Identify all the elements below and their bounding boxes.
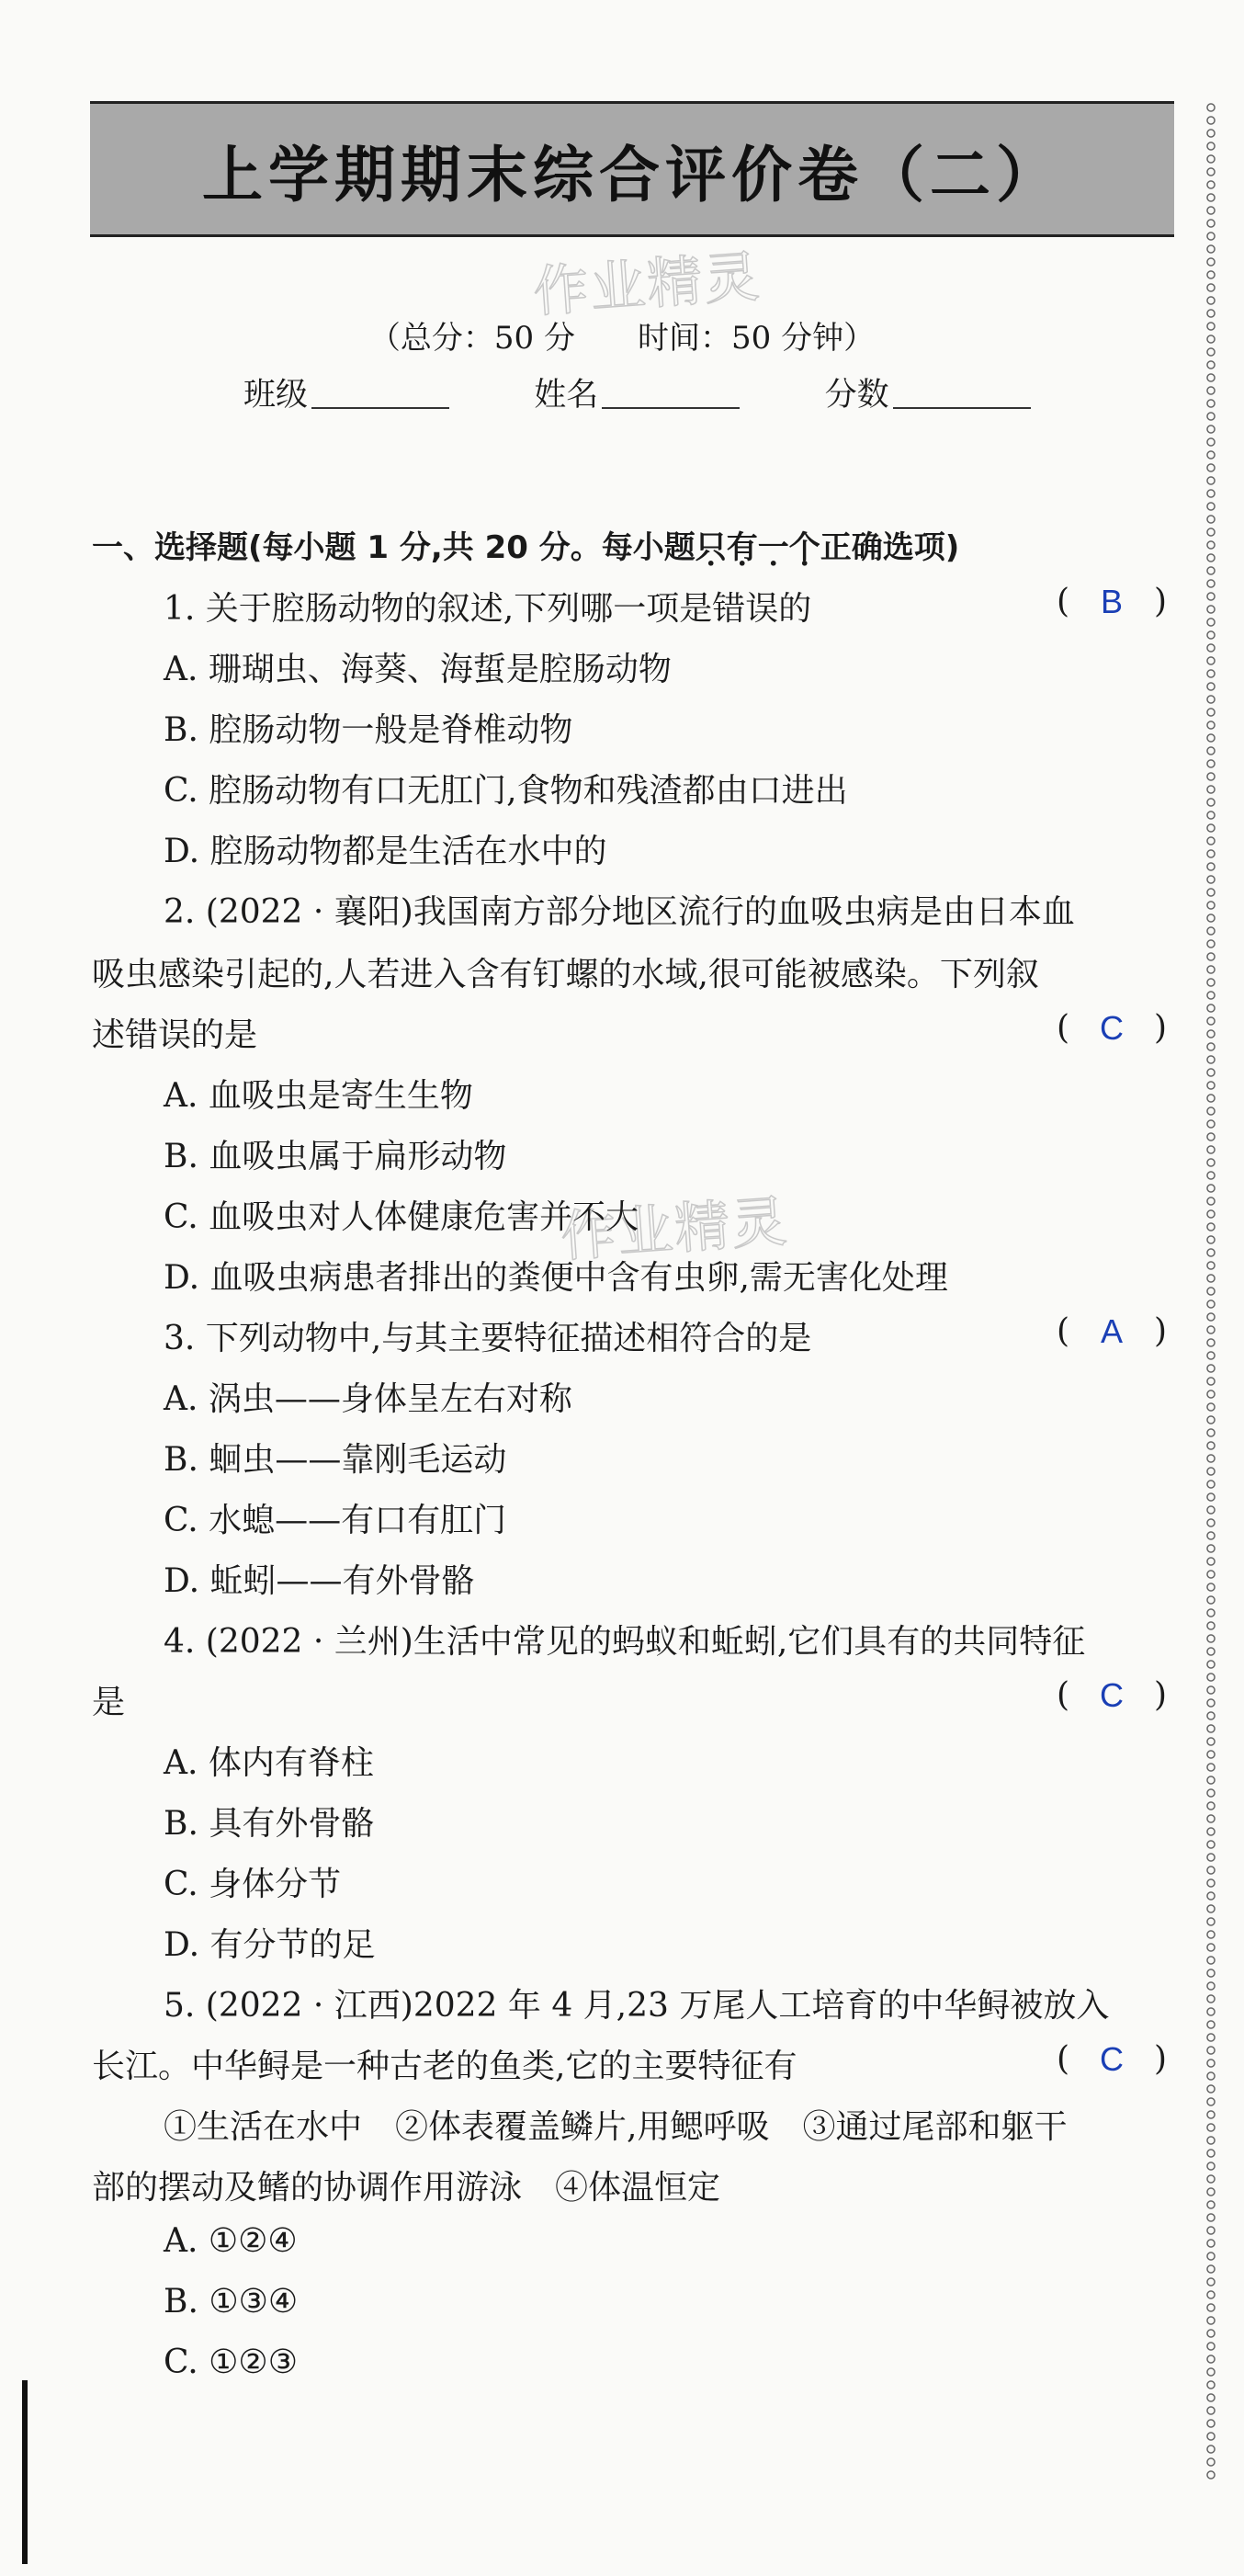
q5-option-b: B. ①③④ <box>164 2283 299 2321</box>
student-fields <box>243 369 1031 415</box>
section-heading-text: 一、选择题(每小题 1 分,共 20 分。每小题 <box>92 529 696 566</box>
q4-answer: C <box>1100 1676 1124 1714</box>
paren-close: ) <box>1153 583 1167 620</box>
q3-option-b: B. 蛔虫——靠刚毛运动 <box>164 1441 507 1479</box>
name-label: 姓名 <box>534 377 599 414</box>
paren-close: ) <box>1153 2040 1167 2078</box>
q5-stem-line2: 长江。中华鲟是一种古老的鱼类,它的主要特征有 <box>92 2048 797 2085</box>
binding-edge <box>22 2380 28 2564</box>
q4-option-c: C. 身体分节 <box>164 1866 342 1903</box>
q2-option-d: D. 血吸虫病患者排出的粪便中含有虫卵,需无害化处理 <box>164 1259 948 1297</box>
q5-answer-box <box>1057 2040 1167 2079</box>
paren-close: ) <box>1153 1676 1167 1714</box>
q5-option-c: C. ①②③ <box>164 2343 298 2381</box>
q1-answer: B <box>1100 583 1123 620</box>
q2-stem-line2: 吸虫感染引起的,人若进入含有钉螺的水域,很可能被感染。下列叙 <box>92 956 1039 993</box>
score-blank[interactable] <box>893 407 1031 409</box>
q1-option-a: A. 珊瑚虫、海葵、海蜇是腔肠动物 <box>164 651 672 688</box>
q5-option-a: A. ①②④ <box>164 2222 298 2260</box>
q2-option-b: B. 血吸虫属于扁形动物 <box>164 1138 507 1175</box>
q2-answer: C <box>1100 1009 1124 1047</box>
q4-stem-line1: 4. (2022 · 兰州)生活中常见的蚂蚁和蚯蚓,它们具有的共同特征 <box>164 1623 1086 1661</box>
q1-option-b: B. 腔肠动物一般是脊椎动物 <box>164 711 573 749</box>
q2-option-c: C. 血吸虫对人体健康危害并不大 <box>164 1198 639 1236</box>
class-label: 班级 <box>243 377 309 414</box>
q5-statements-line2: 部的摆动及鳍的协调作用游泳 ④体温恒定 <box>92 2169 721 2207</box>
q3-option-d: D. 蚯蚓——有外骨骼 <box>164 1562 475 1600</box>
paren-open: ( <box>1057 2040 1070 2078</box>
section-heading-end: 正确选项) <box>820 529 960 566</box>
paren-open: ( <box>1057 583 1070 620</box>
paren-close: ) <box>1153 1312 1167 1350</box>
q5-stem-line1: 5. (2022 · 江西)2022 年 4 月,23 万尾人工培育的中华鲟被放入 <box>164 1987 1110 2025</box>
q2-option-a: A. 血吸虫是寄生生物 <box>164 1077 473 1115</box>
emphasis-char: 只 <box>695 529 727 566</box>
paren-open: ( <box>1057 1676 1070 1714</box>
q4-option-a: A. 体内有脊柱 <box>164 1744 374 1782</box>
q1-stem: 1. 关于腔肠动物的叙述,下列哪一项是错误的 <box>164 590 812 628</box>
q4-option-b: B. 具有外骨骼 <box>164 1805 375 1843</box>
q1-answer-box <box>1057 583 1167 621</box>
emphasis-char: 有 <box>726 529 758 566</box>
score-label: 分数 <box>824 377 889 414</box>
q1-option-c: C. 腔肠动物有口无肛门,食物和残渣都由口进出 <box>164 772 848 810</box>
watermark-top: 作业精灵 <box>531 244 763 325</box>
q1-option-d: D. 腔肠动物都是生活在水中的 <box>164 833 607 870</box>
q3-stem: 3. 下列动物中,与其主要特征描述相符合的是 <box>164 1320 812 1357</box>
exam-info: （总分：50 分 时间：50 分钟） <box>368 320 876 357</box>
q3-answer: A <box>1100 1312 1123 1350</box>
watermark-middle: 作业精灵 <box>559 1189 791 1270</box>
decorative-border <box>1205 101 1216 2481</box>
paren-close: ) <box>1153 1009 1167 1047</box>
section-heading <box>92 522 959 567</box>
paren-open: ( <box>1057 1312 1070 1350</box>
emphasis-char: 个 <box>788 529 820 566</box>
q5-statements-line1: ①生活在水中 ②体表覆盖鳞片,用鳃呼吸 ③通过尾部和躯干 <box>164 2108 1068 2146</box>
emphasis-char: 一 <box>757 529 789 566</box>
paren-open: ( <box>1057 1009 1070 1047</box>
q2-stem-line3: 述错误的是 <box>92 1016 258 1054</box>
q2-answer-box <box>1057 1009 1167 1048</box>
q3-option-c: C. 水螅——有口有肛门 <box>164 1502 507 1539</box>
q3-option-a: A. 涡虫——身体呈左右对称 <box>164 1380 572 1418</box>
q4-option-d: D. 有分节的足 <box>164 1926 376 1964</box>
q4-stem-line2: 是 <box>92 1684 126 1721</box>
q4-answer-box <box>1057 1676 1167 1715</box>
q2-stem-line1: 2. (2022 · 襄阳)我国南方部分地区流行的血吸虫病是由日本血 <box>164 893 1075 931</box>
class-blank[interactable] <box>311 407 449 409</box>
page-title: 上学期期末综合评价卷（二） <box>202 138 1062 210</box>
q3-answer-box <box>1057 1312 1167 1351</box>
q5-answer: C <box>1100 2040 1124 2078</box>
title-banner <box>90 101 1174 237</box>
name-blank[interactable] <box>602 407 740 409</box>
